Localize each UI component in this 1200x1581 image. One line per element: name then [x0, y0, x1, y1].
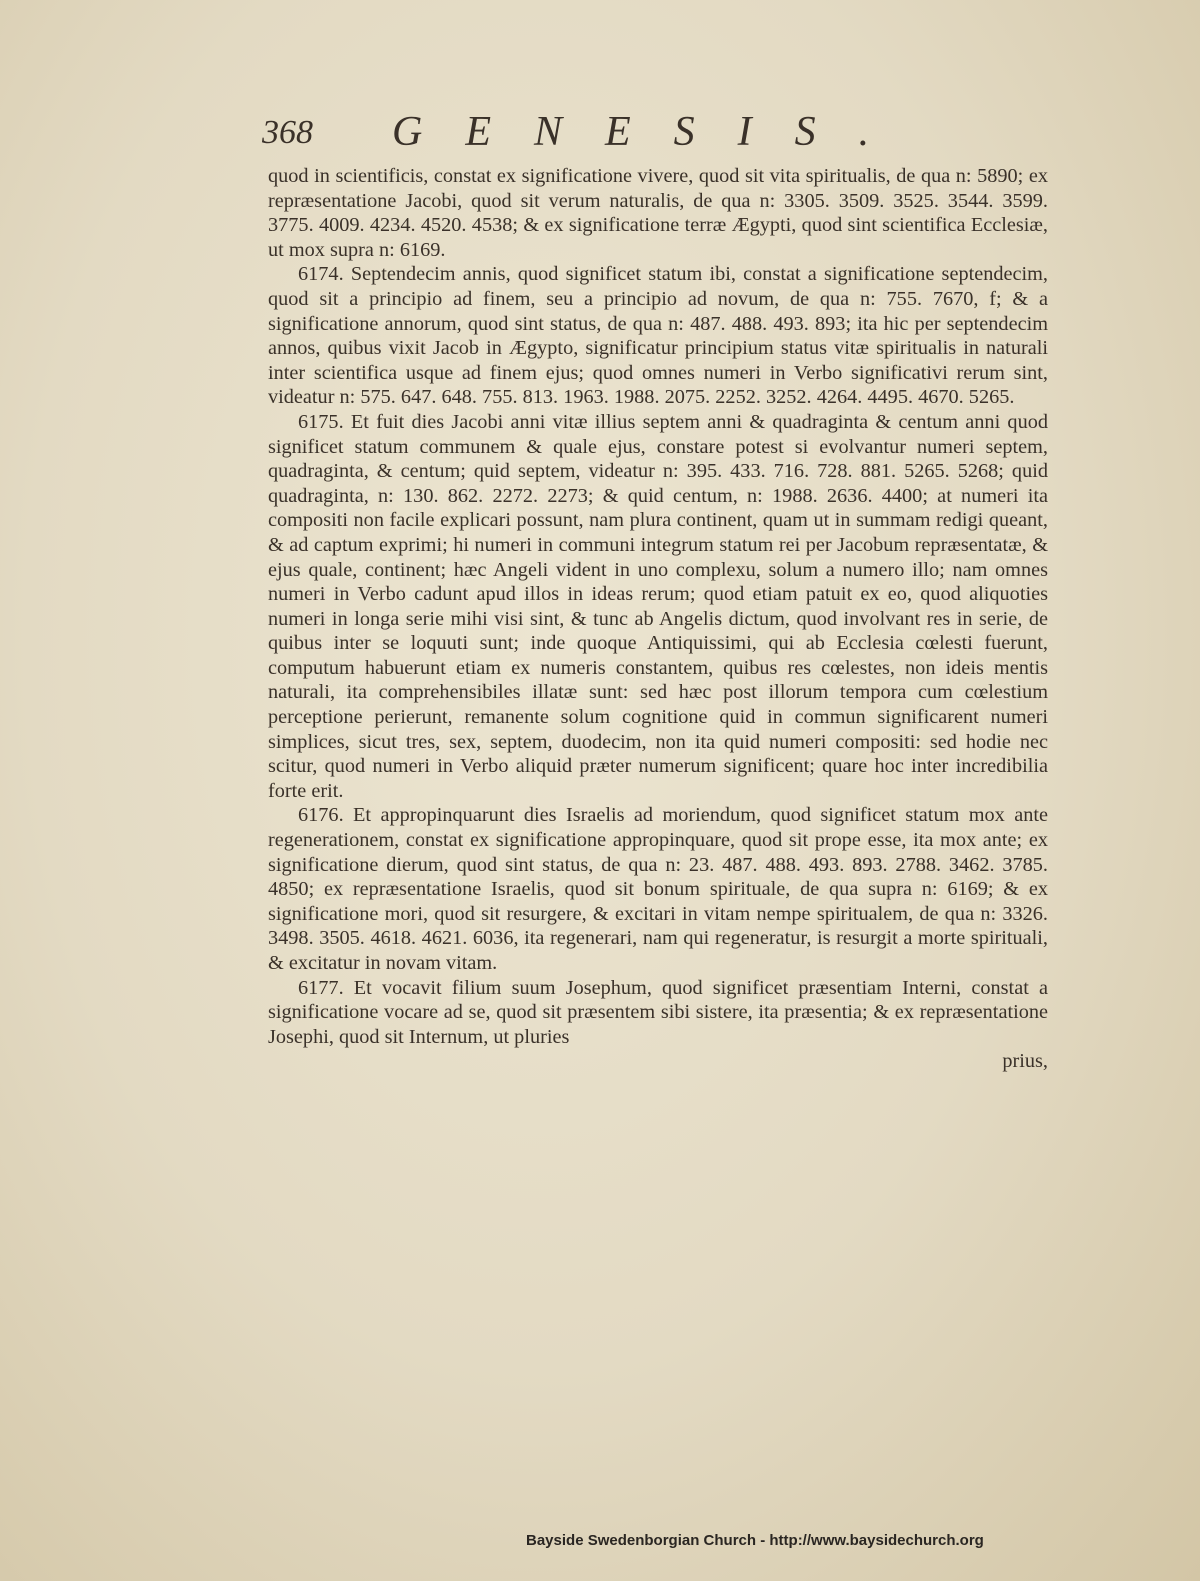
- footer-credit: Bayside Swedenborgian Church - http://www.baysidechurch.org: [526, 1532, 984, 1549]
- paragraph-6175: 6175. Et fuit dies Jacobi anni vitæ illius septem anni & quadraginta & centum anni quod significet statum communem & quale ejus, constare potest si evolvantur numeri septem, quadraginta, & centum; quid septem, videatur n: 395. 433. 716. 728. 881. 5265. 5268; quid quadraginta, n: 130. 862. 2272. 2273; & quid centum, n: 1988. 2636. 4400; at numeri ita compositi non facile explicari possunt, nam plura continent, quam ut in summam redigi queant, & ad captum exprimi; hi numeri in communi integrum statum rei per Jacobum repræsentatæ, & ejus quale, continent; hæc Angeli vident in uno complexu, solum a numero illo; nam omnes numeri in Verbo cadunt apud illos in ideas rerum; quod etiam patuit ex eo, quod aliquoties numeri in longa serie mihi visi sint, & tunc ab Angelis dictum, quod involvant res in serie, de quibus inter se loquuti sunt; inde quoque Antiquissimi, qui ab Ecclesia cœlesti fuerunt, computum habuerunt etiam ex numeris constantem, quibus res cœlestes, non ideis mentis naturali, ita comprehensibiles illatæ sunt: sed hæc post illorum tempora cum cœlestium perceptione perierunt, remanente solum cognitione quid in commun significarent numeri simplices, sicut tres, sex, septem, duodecim, non ita quid numeri compositi: sed hodie nec scitur, quod numeri in Verbo aliquid præter numerum significent; quare hoc inter incredibilia forte erit.: [268, 410, 1048, 802]
- paragraph-6174: 6174. Septendecim annis, quod significet statum ibi, constat a significatione septendecim, quod sit a principio ad finem, seu a principio ad novum, de qua n: 755. 7670, f; & a significatione annorum, quod sint status, de qua n: 487. 488. 493. 893; ita hic per septendecim annos, quibus vixit Jacob in Ægypto, significatur principium status vitæ spiritualis in naturali inter scientifica usque ad finem ejus; quod omnes numeri in Verbo significativi rerum sint, videatur n: 575. 647. 648. 755. 813. 1963. 1988. 2075. 2252. 3252. 4264. 4495. 4670. 5265.: [268, 263, 1048, 409]
- page-number: 368: [262, 114, 313, 151]
- paragraph-6177: 6177. Et vocavit filium suum Josephum, quod significet præsentiam Interni, constat a significatione vocare ad se, quod sit præsentem sibi sistere, ita præsentia; & ex repræsentatione Josephi, quod sit Internum, ut pluries: [268, 976, 1048, 1048]
- catchword: prius,: [1002, 1050, 1048, 1073]
- page-body: [268, 164, 1048, 1074]
- paragraph-6176: 6176. Et appropinquarunt dies Israelis ad moriendum, quod significet statum mox ante regenerationem, constat ex significatione appropinquare, quod sit prope esse, ita mox ante; ex significatione dierum, quod sint status, de qua n: 23. 487. 488. 493. 893. 2788. 3462. 3785. 4850; ex repræsentatione Israelis, quod sit bonum spirituale, de qua supra n: 6169; & ex significatione mori, quod sit resurgere, & excitari in vitam nempe spiritualem, de qua n: 3326. 3498. 3505. 4618. 4621. 6036, ita regenerari, nam qui regeneratur, is resurgit a morte spirituali, & excitatur in novam vitam.: [268, 804, 1048, 974]
- running-title: GENESIS.: [392, 109, 913, 155]
- page-header: [262, 108, 1082, 162]
- paragraph-continuation: quod in scientificis, constat ex significatione vivere, quod sit vita spiritualis, de qua n: 5890; ex repræsentatione Jacobi, quod sit verum naturalis, de qua n: 3305. 3509. 3525. 3544. 3599. 3775. 4009. 4234. 4520. 4538; & ex significatione terræ Ægypti, quod sint scientifica Ecclesiæ, ut mox supra n: 6169.: [268, 165, 1048, 261]
